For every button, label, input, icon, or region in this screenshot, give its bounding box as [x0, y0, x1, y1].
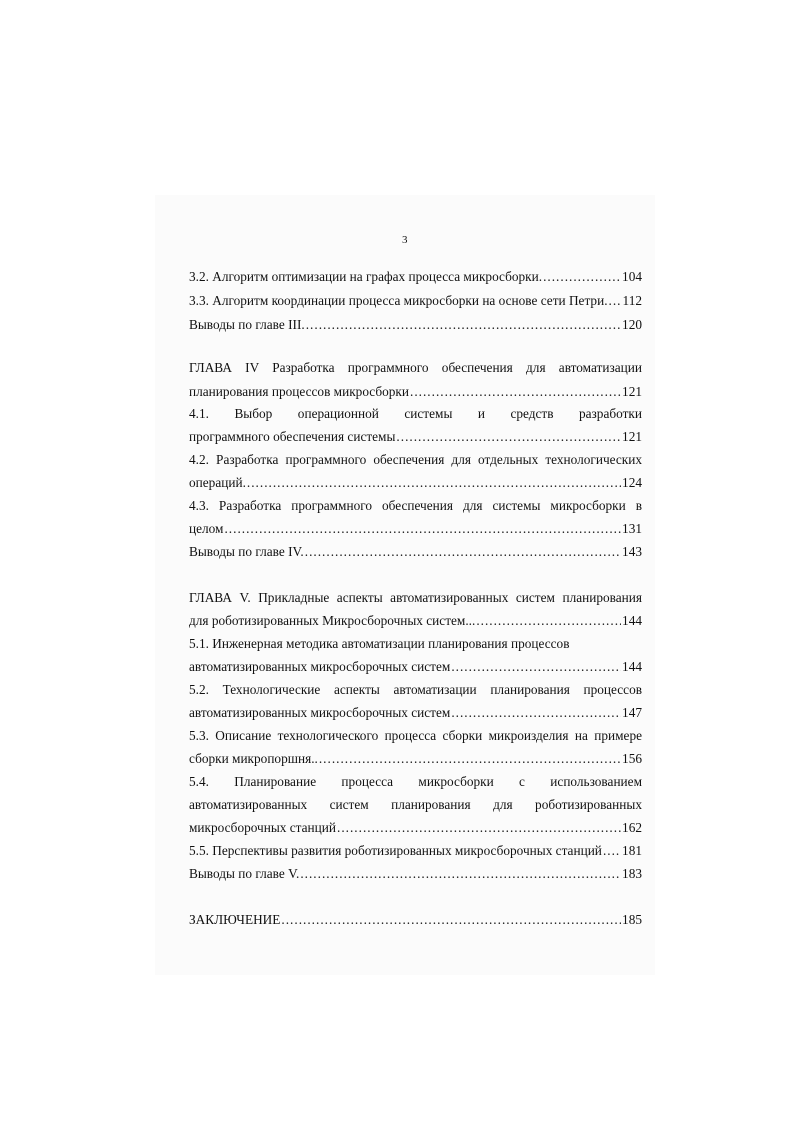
toc-entry-page: 183: [622, 866, 642, 881]
toc-entry-page: 143: [622, 544, 642, 559]
toc-entry-3-3: [189, 292, 642, 309]
toc-entry-label: Выводы по главе III.: [189, 317, 305, 332]
toc-entry-5-4: [189, 819, 642, 836]
toc-entry-page: 185: [622, 912, 642, 927]
toc-entry-4-3-lead: 4.3. Разработка программного обеспечения для системы микросборки в: [189, 498, 642, 513]
toc-entry-page: 124: [622, 475, 642, 490]
toc-entry-label: сборки микропоршня..: [189, 751, 318, 766]
toc-entry-conclusion: [189, 911, 642, 928]
toc-entry-3-2: [189, 268, 642, 285]
toc-entry-label: 5.5. Перспективы развития роботизированных микросборочных станций: [189, 843, 602, 858]
toc-entry-conclusions-3: [189, 316, 642, 333]
toc-entry-page: 147: [622, 705, 642, 720]
toc-chapter-4-lead: ГЛАВА IV Разработка программного обеспечения для автоматизации: [189, 360, 642, 375]
toc-entry-label: микросборочных станций: [189, 820, 336, 835]
toc-entry-page: 181: [622, 843, 642, 858]
page-number: 3: [402, 234, 408, 246]
dot-leader: [451, 658, 621, 675]
dot-leader: [306, 316, 621, 333]
dot-leader: [603, 842, 621, 859]
toc-entry-label: операций.: [189, 475, 246, 490]
toc-entry-page: 131: [622, 521, 642, 536]
toc-entry-page: 104: [622, 269, 642, 284]
toc-entry-5-2-lead: 5.2. Технологические аспекты автоматизации планирования процессов: [189, 682, 642, 697]
toc-entry-page: 144: [622, 613, 642, 628]
dot-leader: [247, 474, 621, 491]
dot-leader: [300, 865, 621, 882]
toc-entry-label: автоматизированных микросборочных систем: [189, 705, 451, 720]
dot-leader: [451, 704, 621, 721]
toc-entry-4-1: [189, 428, 642, 445]
toc-entry-page: 144: [622, 659, 642, 674]
dot-leader: [476, 612, 621, 629]
toc-entry-conclusions-5: [189, 865, 642, 882]
dot-leader: [337, 819, 621, 836]
dot-leader: [281, 911, 621, 928]
dot-leader: [305, 543, 621, 560]
toc-entry-label: целом: [189, 521, 224, 536]
dot-leader: [609, 292, 622, 309]
toc-entry-conclusions-4: [189, 543, 642, 560]
toc-entry-page: 121: [622, 429, 642, 444]
toc-entry-page: 121: [622, 384, 642, 399]
dot-leader: [319, 750, 621, 767]
toc-chapter-4: [189, 383, 642, 400]
toc-entry-5-5: [189, 842, 642, 859]
toc-entry-5-4-lead-2: автоматизированных систем планирования для роботизированных: [189, 797, 642, 812]
toc-entry-page: 112: [622, 293, 642, 308]
toc-entry-label: ЗАКЛЮЧЕНИЕ: [189, 912, 281, 927]
toc-entry-page: 120: [622, 317, 642, 332]
toc-entry-label: для роботизированных Микросборочных систем...: [189, 613, 476, 628]
toc-entry-label: планирования процессов микросборки: [189, 384, 409, 399]
toc-entry-4-2: [189, 474, 642, 491]
toc-entry-4-2-lead: 4.2. Разработка программного обеспечения для отдельных технологических: [189, 452, 642, 467]
dot-leader: [410, 383, 621, 400]
toc-entry-label: 3.3. Алгоритм координации процесса микросборки на основе сети Петри.: [189, 293, 608, 308]
toc-entry-5-4-lead: 5.4. Планирование процесса микросборки с использованием: [189, 774, 642, 789]
toc-entry-5-3-lead: 5.3. Описание технологического процесса сборки микроизделия на примере: [189, 728, 642, 743]
toc-entry-label: автоматизированных микросборочных систем: [189, 659, 451, 674]
toc-entry-5-1: [189, 658, 642, 675]
toc-entry-5-1-lead: 5.1. Инженерная методика автоматизации планирования процессов: [189, 636, 570, 651]
toc-entry-4-3: [189, 520, 642, 537]
toc-chapter-5-lead: ГЛАВА V. Прикладные аспекты автоматизированных систем планирования: [189, 590, 642, 605]
toc-chapter-5: [189, 612, 642, 629]
toc-entry-label: Выводы по главе IV.: [189, 544, 304, 559]
toc-entry-4-1-lead: 4.1. Выбор операционной системы и средств разработки: [189, 406, 642, 421]
toc-entry-label: программного обеспечения системы: [189, 429, 396, 444]
toc-entry-5-3: [189, 750, 642, 767]
dot-leader: [396, 428, 621, 445]
toc-entry-page: 162: [622, 820, 642, 835]
dot-leader: [543, 268, 621, 285]
toc-entry-label: 3.2. Алгоритм оптимизации на графах процесса микросборки.: [189, 269, 543, 284]
toc-entry-5-2: [189, 704, 642, 721]
toc-entry-label: Выводы по главе V.: [189, 866, 300, 881]
dot-leader: [224, 520, 621, 537]
toc-entry-page: 156: [622, 751, 642, 766]
